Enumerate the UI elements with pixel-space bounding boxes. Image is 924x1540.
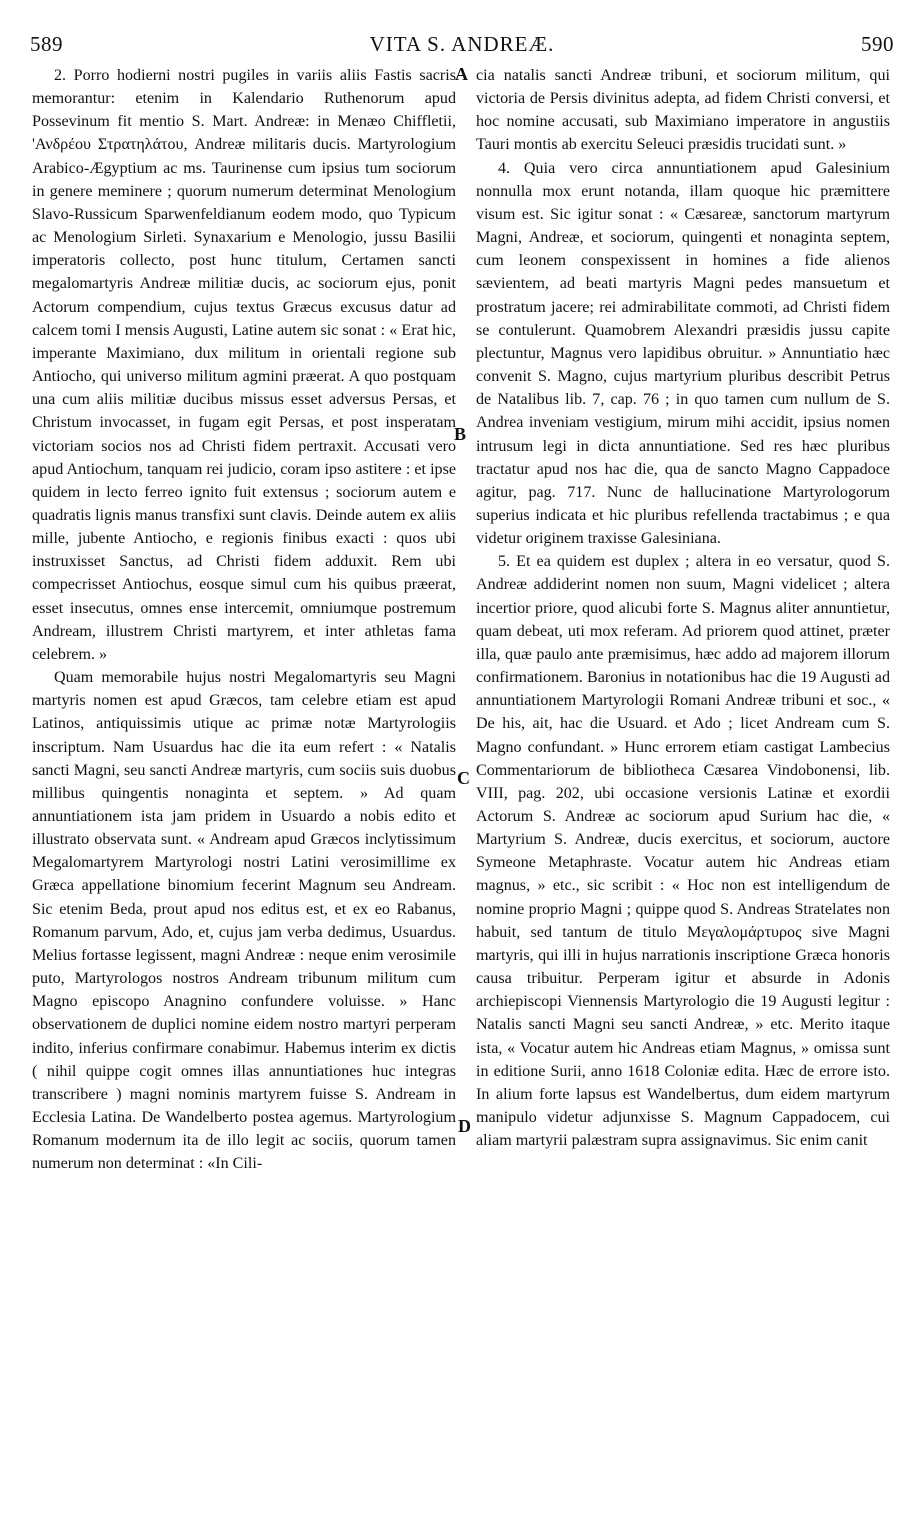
margin-marker-c: C <box>457 768 470 788</box>
margin-marker-d: D <box>458 1116 471 1136</box>
running-title: VITA S. ANDREÆ. <box>369 32 555 56</box>
margin-marker-a: A <box>455 64 468 84</box>
margin-marker-b: B <box>454 424 467 444</box>
right-column <box>476 64 890 1152</box>
paragraph-4: 4. Quia vero circa annuntiationem apud Galesinium nonnulla mox erunt notanda, illam quoque hic præmittere visum est. Sic igitur sonat : « Cæsareæ, sanctorum martyrum Magni, Andreæ, et sociorum, quingenti et nonaginta septem, cum leonem conspexissent in homines a fide alienos sævientem, ad beati martyris Magni pedes mansuetum et prostratum jacere; rei admirabilitate commoti, ad Christi fidem se contulerunt. Quamobrem Alexandri præsidis jussu capite plectuntur, Magnus vero lapidibus obruitur. » Annuntiatio hæc convenit S. Magno, cujus martyrium pluribus describit Petrus de Natalibus lib. 7, cap. 76 ; in quo tamen cum nullum de S. Andrea inveniam vestigium, mirum mihi accidit, ipsius nomen intrusum legi in dicta annuntiatione. Sed res hæc pluribus tractatur apud nos hac die, qua de sancto Magno Cappadoce agitur, pag. 717. Nunc de hallucinatione Martyrologorum superius indicata et hic pluribus refellenda tractabimus ; e qua videtur originem traxisse Galesiniana. <box>476 159 890 548</box>
paragraph-5: 5. Et ea quidem est duplex ; altera in eo versatur, quod S. Andreæ addiderint nomen non suum, Magni videlicet ; altera incertior priore, quod alicubi forte S. Magnus aliter annuntietur, quam debeat, uti mox referam. Ad priorem quod attinet, præter illa, quæ paulo ante præmisimus, hæc addo ad majorem illorum confirmationem. Baronius in notationibus hac die 19 Augusti ad annuntiationem Martyrologii Romani Andreæ tribuni et soc., « De his, ait, hac die Usuard. et Ado ; licet Andream cum S. Magno confundant. » Hunc errorem etiam castigat Lambecius Commentariorum de bibliotheca Cæsarea Vindobonensi, lib. VIII, pag. 202, ubi occasione versionis Latinæ et exordii Actorum S. Andreæ ac sociorum apud Surium hac die, « Martyrium S. Andreæ, ducis exercitus, et sociorum, auctore Symeone Metaphraste. Vocatur autem hic Andreas etiam magnus, » etc., sic scribit : « Hoc non est intelligendum de nomine proprio Magni ; quippe quod S. Andreas Stratelates non habuit, sed tantum de titulo Μεγαλομάρτυρος sive Magni martyris, qui illi in hujus narrationis inscriptione Græca honoris causa tribuitur. Perperam igitur et absurde in Adonis archiepiscopi Viennensis Martyrologio die 19 Augusti legitur : Natalis sancti Magni seu sancti Andreæ, » etc. Merito itaque ista, « Vocatur autem hic Andreas etiam Magnus, » omissa sunt in editione Surii, anno 1618 Coloniæ edita. Hæc de errore isto. In alium forte lapsus est Wandelbertus, dum eidem martyrum manipulo videtur adjunxisse S. Magnum Cappadocem, cui aliam martyrii palæstram supra assignavimus. Sic enim canit <box>476 553 890 1150</box>
page-number-left: 589 <box>30 32 63 56</box>
left-column <box>32 64 456 1176</box>
paragraph-2: 2. Porro hodierni nostri pugiles in variis aliis Fastis sacris memorantur: etenim in Kalendario Ruthenorum apud Possevinum fit mentio S. Mart. Andreæ: in Menæo Chiffletii, 'Ανδρέου Στρατηλάτου, Andreæ militaris ducis. Martyrologium Arabico-Ægyptium ac ms. Taurinense cum ipsius tum sociorum in genere meminere ; quorum numerum determinat Menologium Slavo-Russicum Sparwenfeldianum eodem modo, quo Typicum ac Menologium Sirleti. Synaxarium e Menologio, jussu Basilii imperatoris collecto, post hunc titulum, Certamen sancti megalomartyris Andreæ militiæ ducis, ac sociorum ejus, ponit Actorum compendium, cujus textus Græcus excusus datur ad calcem tomi I mensis Augusti, Latine autem sic sonat : « Erat hic, imperante Maximiano, dux militum in orientali regione sub Antiocho, qui universo militum agmini præerat. A quo postquam una cum aliis militiæ ducibus missus esset adversus Persas, et Christum invocasset, in fugam egit Persas, et post insperatam victoriam socios nos ad Christi fidem pertraxit. Accusati vero apud Antiochum, tanquam rei judicio, coram ipso astitere : et ipse quidem in lecto ferreo ignito fuit extensus ; sociorum autem e quadratis lignis manus transfixi sunt clavis. Deinde autem ex aliis mille, jubente Antiocho, e regionis finibus exacti : quos ubi instruxisset Sanctus, ad Christi fidem adduxit. Rem ubi compecrisset Antiochus, eosque simul cum his quibus præerat, esset insecutus, omnes ense intercemit, omniumque postremum Andream, illustrem Christi martyrem, et inter athletas fama celebrem. » <box>32 67 456 663</box>
paragraph-3: Quam memorabile hujus nostri Megalomartyris seu Magni martyris nomen est apud Græcos, tam celebre etiam est apud Latinos, antiquissimis utique ac primæ notæ Martyrologiis inscriptum. Nam Usuardus hac die ita eum refert : « Natalis sancti Magni, seu sancti Andreæ martyris, cum sociis suis duobus millibus quingentis nonaginta et septem. » Ad quam annuntiationem ista jam pridem in Usuardo a nobis edito et illustrato observata sunt. « Andream apud Græcos inclytissimum Megalomartyrem Martyrologi nostri Latini verosimillime ex Græca appellatione binomium fecerint Magnum seu Andream. Sic etenim Beda, prout apud nos editus est, et ex eo Rabanus, Romanum parvum, Ado, et, cujus jam verba dedimus, Usuardus. Melius fortasse legissent, magni Andreæ : neque enim verosimile puto, Martyrologos nostros Andream tribunum militum cum Magno episcopo Anagnino confundere voluisse. » Hanc observationem de duplici nomine eidem nostro martyri perperam indito, inferius confirmare conabimur. Habemus interim ex dictis ( nihil quippe cogit omnes illas annuntiationes huc integras transcribere ) magni nominis martyrem fuisse S. Andream in Ecclesia Latina. De Wandelberto postea agemus. Martyrologium Romanum modernum ita de illo legit ac sociis, quorum tamen numerum non determinat : «In Cili- <box>32 669 456 1173</box>
page-header <box>30 32 894 62</box>
page-number-right: 590 <box>861 32 894 56</box>
paragraph-2-continued: cia natalis sancti Andreæ tribuni, et sociorum militum, qui victoria de Persis divinitus adepta, ad fidem Christi conversi, et hoc nomine accusati, sub Maximiano imperatore in angustiis Tauri montis ab exercitu Seleuci præsidis trucidati sunt. » <box>476 67 890 154</box>
